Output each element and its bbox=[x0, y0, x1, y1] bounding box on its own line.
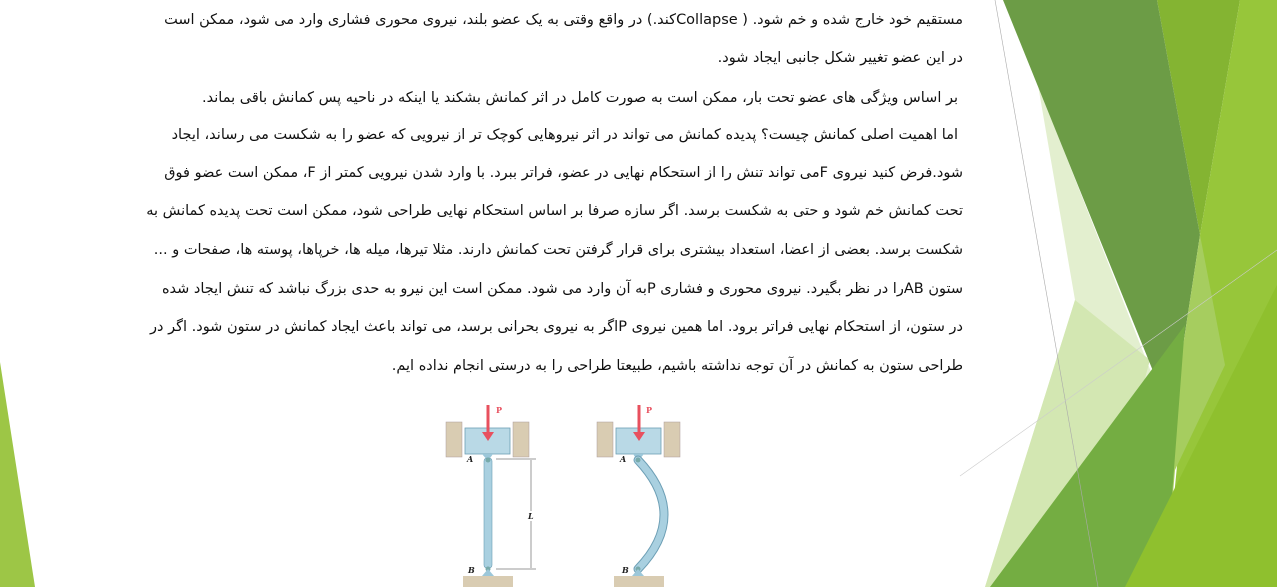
buckled-column-diagram bbox=[597, 405, 680, 587]
body-text-line: تحت کمانش خم شود و حتی به شکست برسد. اگر سازه صرفا بر اساس استحکام نهایی طراحی شود، ممکن است تحت پدیده کمانش به bbox=[146, 203, 963, 219]
point-b-label: B bbox=[468, 565, 475, 575]
straight-column-diagram bbox=[446, 405, 536, 587]
body-text-line: طراحی ستون به کمانش در آن توجه نداشته باشیم، طبیعتا طراحی را به درستی انجام نداده ایم. bbox=[391, 358, 963, 374]
point-a-label: A bbox=[620, 454, 627, 464]
load-label: P bbox=[646, 405, 653, 415]
body-text-line: در این عضو تغییر شکل جانبی ایجاد شود. bbox=[717, 50, 963, 66]
column-buckling-figure bbox=[430, 395, 700, 587]
body-text-line: شکست برسد. بعضی از اعضا، استعداد بیشتری برای قرار گرفتن تحت کمانش دارند. مثلا تیرها، میله ها، خرپاها، پوسته ها، صفحات و ... bbox=[153, 242, 963, 258]
left-green-facet bbox=[0, 362, 35, 587]
length-label: L bbox=[528, 511, 534, 521]
body-text-line: بر اساس ویژگی های عضو تحت بار، ممکن است به صورت کامل در اثر کمانش بشکند یا اینکه در ناحیه پس کمانش باقی بماند. bbox=[202, 90, 958, 106]
body-text-line: اما اهمیت اصلی کمانش چیست؟ پدیده کمانش می تواند در اثر نیروهایی کوچک تر از نیرویی که عضو را به شکست می رساند، ایجاد bbox=[171, 127, 958, 143]
body-text-line: شود.فرض کنید نیروی Fمی تواند تنش را از استحکام نهایی در عضو، فراتر ببرد. با وارد شدن نیرویی کمتر از F، ممکن است عضو فوق bbox=[164, 165, 963, 181]
body-text-line: در ستون، از استحکام نهایی فراتر برود. اما همین نیروی Pاگر به نیروی بحرانی برسد، می تواند باعث ایجاد کمانش در ستون شود. اگر در bbox=[150, 319, 963, 335]
point-a-label: A bbox=[467, 454, 474, 464]
point-b-label: B bbox=[622, 565, 629, 575]
body-text-line: مستقیم خود خارج شده و خم شود. ( Collapseکند.) در واقع وقتی به یک عضو بلند، نیروی محوری فشاری وارد می شود، ممکن است bbox=[164, 12, 963, 28]
load-label: P bbox=[496, 405, 503, 415]
body-text-line: ستون ABرا در نظر بگیرد. نیروی محوری و فشاری Pبه آن وارد می شود. ممکن است این نیرو به حدی بزرگ نباشد که تنش ایجاد شده bbox=[161, 281, 963, 297]
